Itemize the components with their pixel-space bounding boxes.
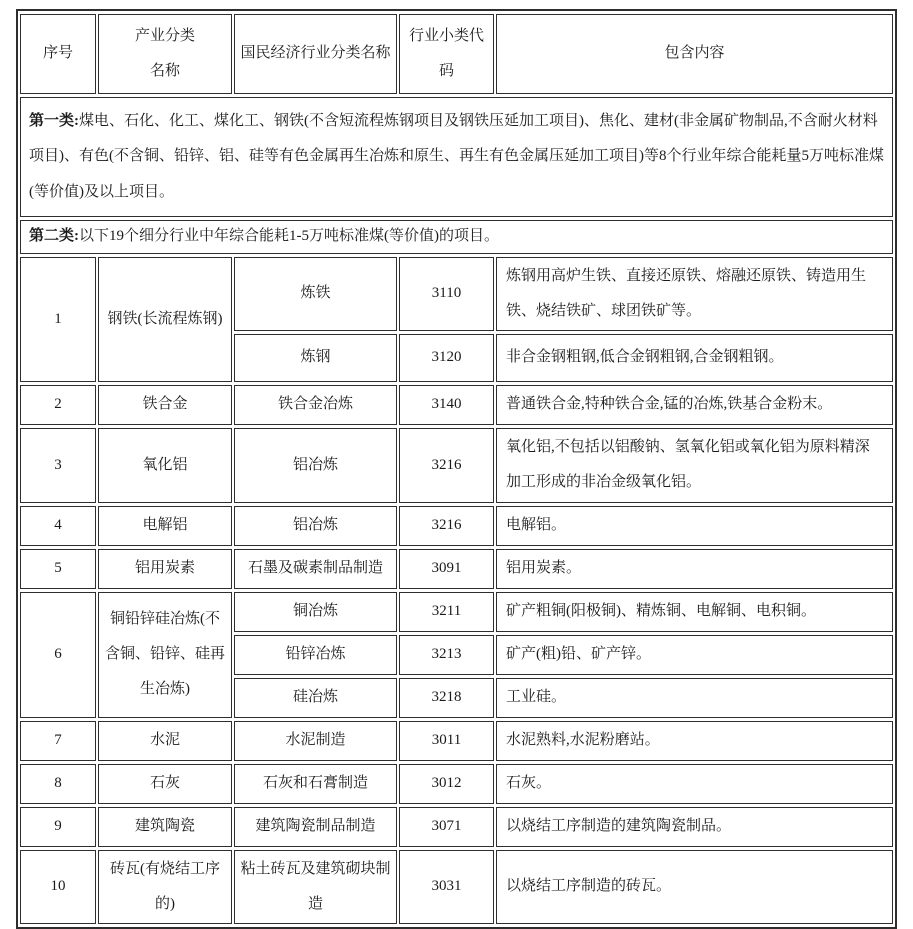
industry-cell: 铝用炭素 (98, 549, 232, 589)
industry-cell: 石灰 (98, 764, 232, 804)
content-cell: 以烧结工序制造的砖瓦。 (496, 850, 893, 925)
table-row (20, 385, 893, 425)
code-cell: 3213 (399, 635, 494, 675)
category-one-cell (20, 97, 893, 217)
table-row (20, 592, 893, 632)
category-two-row (20, 220, 893, 254)
content-cell: 铝用炭素。 (496, 549, 893, 589)
sector-cell: 水泥制造 (234, 721, 397, 761)
row-serial-no: 8 (20, 764, 96, 804)
row-serial-no: 2 (20, 385, 96, 425)
industry-cell: 电解铝 (98, 506, 232, 546)
sector-cell: 铅锌冶炼 (234, 635, 397, 675)
content-cell: 氧化铝,不包括以铝酸钠、氢氧化铝或氧化铝为原料精深加工形成的非冶金级氧化铝。 (496, 428, 893, 503)
category-two-cell (20, 220, 893, 254)
sector-cell: 石灰和石膏制造 (234, 764, 397, 804)
code-cell: 3216 (399, 506, 494, 546)
code-cell: 3011 (399, 721, 494, 761)
code-cell: 3216 (399, 428, 494, 503)
sector-cell: 铝冶炼 (234, 428, 397, 503)
header-included-content: 包含内容 (496, 14, 893, 94)
industry-cell: 氧化铝 (98, 428, 232, 503)
code-cell: 3012 (399, 764, 494, 804)
industry-cell: 水泥 (98, 721, 232, 761)
sector-cell: 建筑陶瓷制品制造 (234, 807, 397, 847)
content-cell: 电解铝。 (496, 506, 893, 546)
code-cell: 3091 (399, 549, 494, 589)
sector-cell: 石墨及碳素制品制造 (234, 549, 397, 589)
header-industry-class-line2: 名称 (149, 63, 180, 79)
row-serial-no: 6 (20, 592, 96, 718)
category-one-label: 第一类: (29, 113, 79, 130)
category-one-text: 煤电、石化、化工、煤化工、钢铁(不含短流程炼钢项目及钢铁压延加工项目)、焦化、建材(非金属矿物制品,不含耐火材料项目)、有色(不含铜、铅锌、铝、硅等有色金属再生冶炼和原生、再生有色金属压延加工项目)等8个行业年综合能耗量5万吨标准煤(等价值)及以上项目。 (29, 113, 884, 200)
industry-classification-table (16, 9, 897, 929)
content-cell: 矿产粗铜(阳极铜)、精炼铜、电解铜、电积铜。 (496, 592, 893, 632)
content-cell: 水泥熟料,水泥粉磨站。 (496, 721, 893, 761)
header-sector-code: 行业小类代码 (399, 14, 494, 94)
table-row (20, 506, 893, 546)
sector-cell: 硅冶炼 (234, 678, 397, 718)
sector-cell: 铝冶炼 (234, 506, 397, 546)
industry-cell: 钢铁(长流程炼钢) (98, 257, 232, 383)
row-serial-no: 5 (20, 549, 96, 589)
table-row (20, 549, 893, 589)
code-cell: 3031 (399, 850, 494, 925)
row-serial-no: 7 (20, 721, 96, 761)
code-cell: 3110 (399, 257, 494, 332)
content-cell: 以烧结工序制造的建筑陶瓷制品。 (496, 807, 893, 847)
industry-cell: 砖瓦(有烧结工序的) (98, 850, 232, 925)
industry-cell: 建筑陶瓷 (98, 807, 232, 847)
row-serial-no: 3 (20, 428, 96, 503)
row-serial-no: 4 (20, 506, 96, 546)
header-serial-no: 序号 (20, 14, 96, 94)
header-national-economy-sector: 国民经济行业分类名称 (234, 14, 397, 94)
industry-cell: 铁合金 (98, 385, 232, 425)
content-cell: 炼钢用高炉生铁、直接还原铁、熔融还原铁、铸造用生铁、烧结铁矿、球团铁矿等。 (496, 257, 893, 332)
category-two-label: 第二类: (29, 228, 79, 244)
row-serial-no: 10 (20, 850, 96, 925)
row-serial-no: 1 (20, 257, 96, 383)
table-row (20, 721, 893, 761)
sector-cell: 炼铁 (234, 257, 397, 332)
table-header-row (20, 14, 893, 94)
table-row (20, 428, 893, 503)
code-cell: 3120 (399, 334, 494, 382)
table-row (20, 257, 893, 332)
category-two-text: 以下19个细分行业中年综合能耗1-5万吨标准煤(等价值)的项目。 (79, 228, 499, 244)
sector-cell: 铁合金冶炼 (234, 385, 397, 425)
sector-cell: 粘土砖瓦及建筑砌块制造 (234, 850, 397, 925)
content-cell: 工业硅。 (496, 678, 893, 718)
code-cell: 3140 (399, 385, 494, 425)
content-cell: 非合金钢粗钢,低合金钢粗钢,合金钢粗钢。 (496, 334, 893, 382)
content-cell: 矿产(粗)铅、矿产锌。 (496, 635, 893, 675)
sector-cell: 铜冶炼 (234, 592, 397, 632)
row-serial-no: 9 (20, 807, 96, 847)
code-cell: 3218 (399, 678, 494, 718)
sector-cell: 炼钢 (234, 334, 397, 382)
category-one-row (20, 97, 893, 217)
header-industry-class-line1: 产业分类 (134, 27, 195, 44)
table-row (20, 764, 893, 804)
industry-cell: 铜铅锌硅冶炼(不含铜、铅锌、硅再生冶炼) (98, 592, 232, 718)
table-row (20, 850, 893, 925)
table-row (20, 807, 893, 847)
content-cell: 石灰。 (496, 764, 893, 804)
header-industry-class (98, 14, 232, 94)
code-cell: 3071 (399, 807, 494, 847)
code-cell: 3211 (399, 592, 494, 632)
content-cell: 普通铁合金,特种铁合金,锰的冶炼,铁基合金粉末。 (496, 385, 893, 425)
